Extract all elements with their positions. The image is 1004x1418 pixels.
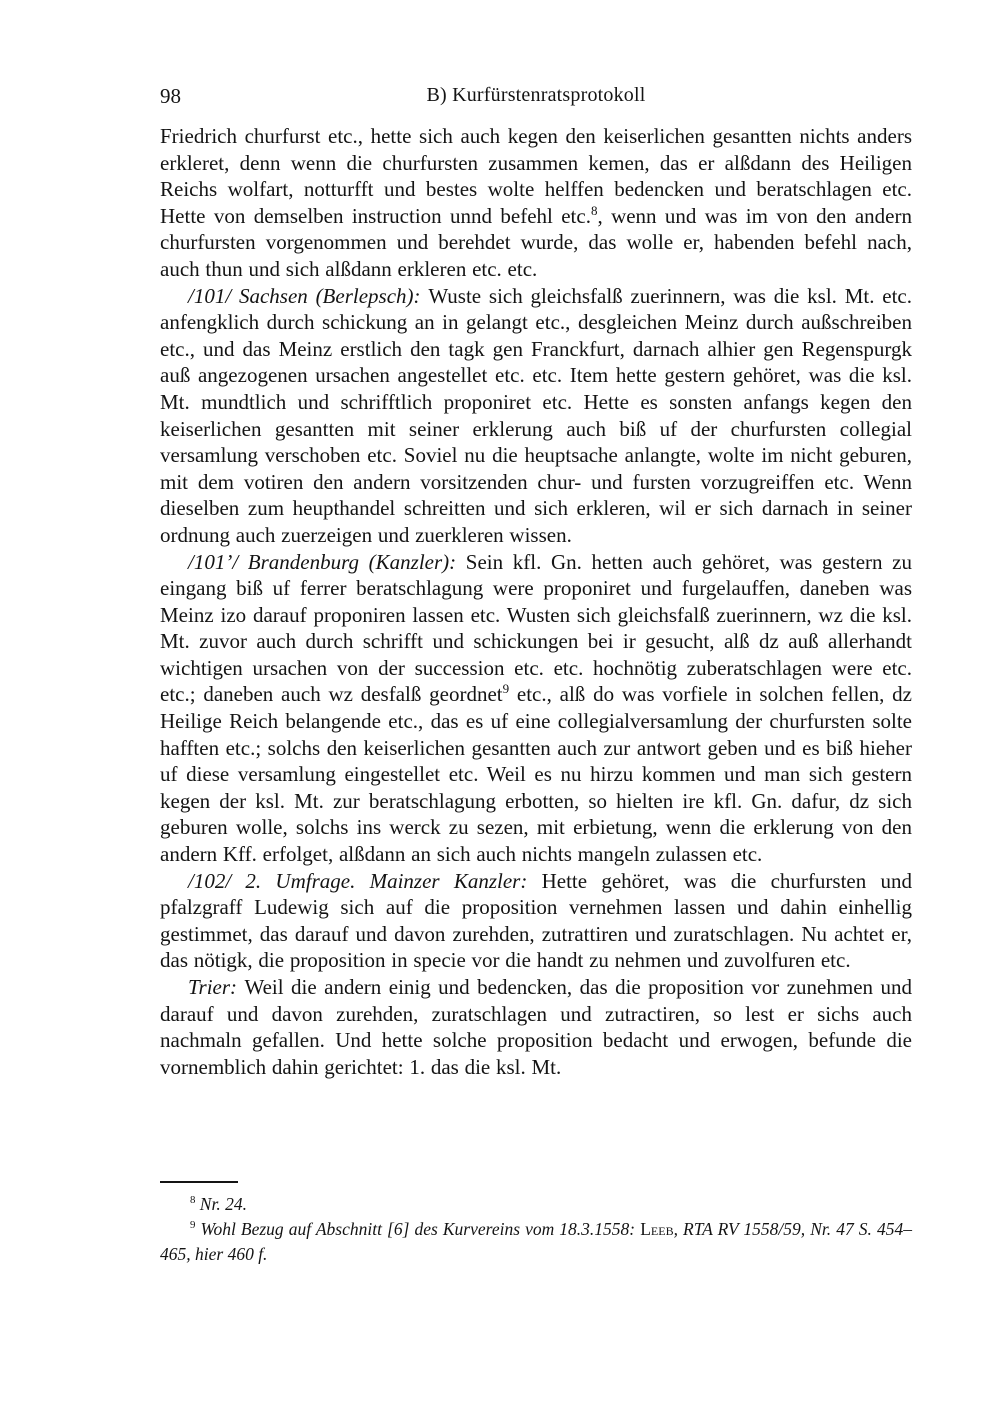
body-paragraph	[160, 549, 912, 868]
footnote-separator-rule	[160, 1181, 238, 1183]
text-segment: Nr. 24.	[199, 1194, 247, 1214]
running-header-title: B) Kurfürstenratsprotokoll	[426, 84, 646, 106]
footnote-block	[160, 1181, 912, 1267]
text-segment: Friedrich churfurst etc., hette sich auch kegen den keiserlichen gesantten nichts anders erkleret, denn wenn die churfursten zusammen kemen, das er alßdann des Heiligen Reichs wolfart, notturfft und bestes wolte helffen bedencken und beratschlagen etc. Hette von demselben instruction unnd befehl etc.	[160, 124, 912, 228]
text-segment: /101/ Sachsen (Berlepsch):	[188, 283, 429, 308]
body-paragraph	[160, 974, 912, 1080]
body-paragraph	[160, 283, 912, 549]
text-segment: /101’/ Brandenburg (Kanzler):	[188, 549, 466, 574]
footnote-marker: 9	[190, 1219, 196, 1232]
body-paragraph	[160, 868, 912, 974]
footnote	[160, 1192, 912, 1217]
running-header	[160, 84, 912, 114]
text-segment: Trier:	[188, 975, 245, 999]
page-body-text	[160, 123, 912, 1205]
footnotes	[160, 1192, 912, 1267]
text-segment: Wuste sich gleichsfalß zuerinnern, was die ksl. Mt. etc. anfengklich durch schickung an in gelangt etc., desgleichen Meinz durch außschreiben etc., und das Meinz erstlich den tagk gen Franckfurt, darnach alhier gen Regenspurgk auß angezogenen ursachen angestellet etc. etc. Item hette gestern gehöret, was die ksl. Mt. mundtlich und schrifftlich proponiret etc. Hette es sonsten anfangs kegen den keiserlichen gesantten mit seiner erklerung auch biß uf der churfursten collegial versamlung verschoben etc. Soviel nu die heuptsache anlangte, wolte im nicht geburen, mit dem votiren den andern vorsitzenden chur- und fursten vorzugreiffen etc. Wenn dieselben zum heupthandel schreitten und sich erkleren, wil er sich darnach in seiner ordnung auch zuerzeigen und zuerkleren wissen.	[160, 283, 912, 547]
page-number: 98	[160, 84, 181, 108]
page-content	[160, 84, 912, 1384]
text-segment: /102/ 2. Umfrage. Mainzer Kanzler:	[188, 868, 542, 893]
text-segment: Leeb	[640, 1219, 674, 1239]
footnote-marker: 8	[190, 1194, 196, 1207]
footnote-reference: 9	[502, 681, 510, 697]
text-segment: Sein kfl. Gn. hetten auch gehöret, was gestern zu eingang biß uf ferrer beratschlagung were proponiret und furgelauffen, daneben was Meinz izo darauf proponiren lassen etc. Wusten sich gleichsfalß zuerinnern, wz die ksl. Mt. zuvor auch durch schrifft und schickungen bei ir gesucht, alß dz auß allerhandt wichtigen ursachen von der succession etc. etc. hochnötig zuberatschlagen were etc. etc.; daneben auch wz desfalß geordnet	[160, 549, 912, 707]
body-paragraph	[160, 123, 912, 283]
text-segment: Hette gehöret, was die churfursten und pfalzgraff Ludewig sich auf die proposition vernehmen lassen und dahin einhellig gestimmet, das darauf und davon zurehden, zutrattiren und zuratschlagen. Nu achtet er, das nötigk, die proposition in specie vor die handt zu nehmen und zuvolfuren etc.	[160, 868, 912, 973]
text-segment: Wohl Bezug auf Abschnitt [6] des Kurvereins vom 18.3.1558:	[200, 1219, 641, 1239]
text-segment: etc., alß do was vorfiele in solchen fellen, dz Heilige Reich belangende etc., das es uf eine collegialversamlung der churfursten solte hafften etc.; solchs den keiserlichen gesantten auch zur antwort geben und es biß hieher uf diese versamlung eingestellet etc. Weil es nu hirzu kommen und man sich gestern kegen der ksl. Mt. zur beratschlagung erbotten, so hielten ire kfl. Gn. dafur, dz sich geburen wolle, solchs ins werck zu sezen, mit erbietung, wenn die erklerung von den andern Kff. erfolget, alßdann an sich auch nichts mangeln zulassen etc.	[160, 682, 912, 867]
footnote	[160, 1217, 912, 1267]
footnote-reference: 8	[590, 202, 598, 218]
text-segment: , RTA RV 1558/59, Nr. 47 S. 454–465, hier 460 f.	[160, 1219, 912, 1264]
text-segment: , wenn und was im von den andern churfursten vorgenommen und berehdet wurde, das wolle er, habenden befehl nach, auch thun und sich alßdann erkleren etc. etc.	[160, 203, 912, 281]
text-segment: Weil die andern einig und bedencken, das die proposition vor zunehmen und darauf und davon zurehden, zuratschlagen und zutractiren, so lest er sichs auch nachmaln gefallen. Und hette solche proposition bedacht und erwogen, befunde die vornemblich dahin gerichtet: 1. das die ksl. Mt.	[160, 975, 912, 1079]
